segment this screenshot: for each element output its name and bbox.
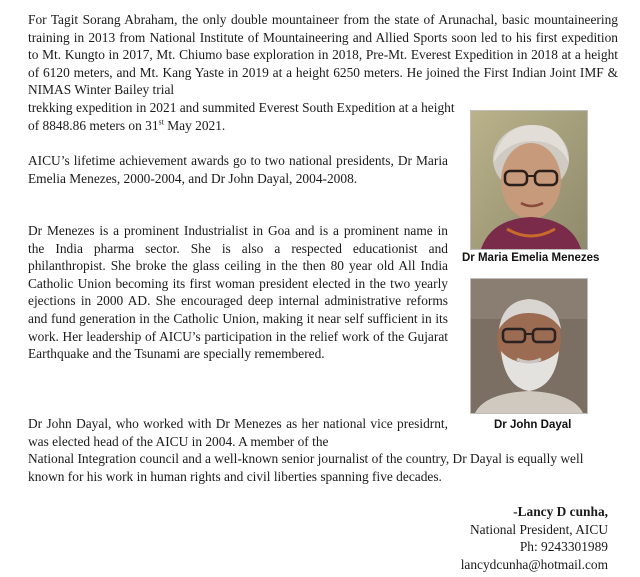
signature-name: -Lancy D cunha, <box>513 504 608 519</box>
portrait-dayal-image <box>471 279 587 413</box>
paragraph-abraham-tail-text: trekking expedition in 2021 and summited Everest South Expedition at a height of 8848.86 meters on 31 <box>28 99 455 133</box>
paragraph-abraham-tail <box>28 99 468 134</box>
caption-menezes: Dr Maria Emelia Menezes <box>462 252 600 264</box>
signature-title: National President, AICU <box>470 521 608 537</box>
signature-phone: Ph: 9243301989 <box>519 539 608 555</box>
photo-menezes <box>470 110 588 250</box>
ordinal-suffix: st <box>158 117 164 127</box>
caption-dayal: Dr John Dayal <box>494 419 572 431</box>
paragraph-menezes: Dr Menezes is a prominent Industrialist in Goa and is a prominent name in the India pharma sector. She is also a respected educationist and philanthropist. She broke the glass ceiling in the then 80 year old All India Catholic Union becoming its first woman president elected in the two yearly ejections in 2000 AD. She encouraged deep internal administrative reforms and fund generation in the Catholic Union, making it near self sufficient in its work. Her leadership of AICU’s participation in the relief work of the Gujarat Earthquake and the Tsunami are specially remembered. <box>28 223 448 362</box>
photo-dayal <box>470 278 588 414</box>
signature-email: lancydcunha@hotmail.com <box>460 556 608 572</box>
paragraph-dayal-head: Dr John Dayal, who worked with Dr Menezes as her national vice presidrnt, was elected head of the AICU in 2004. A member of the <box>28 416 448 449</box>
paragraph-abraham-main: For Tagit Sorang Abraham, the only double mountaineer from the state of Arunachal, basic mountaineering training in 2013 from National Institute of Mountaineering and Allied Sports soon led to his first expedition to Mt. Kungto in 2017, Mt. Chiumo base exploration in 2018, Pre-Mt. Everest Expedition in 2018 at a height of 6120 meters, and Mt. Kang Yaste in 2019 at a height 6250 meters. He joined the First Indian Joint IMF & NIMAS Winter Bailey trial <box>28 12 618 98</box>
paragraph-awards: AICU’s lifetime achievement awards go to two national presidents, Dr Maria Emelia Menezes, 2000-2004, and Dr John Dayal, 2004-2008. <box>28 153 448 186</box>
portrait-menezes-image <box>471 111 587 249</box>
paragraph-abraham-end: May 2021. <box>163 117 226 133</box>
signature-block <box>461 503 608 573</box>
paragraph-dayal-rest: National Integration council and a well-known senior journalist of the country, Dr Dayal is equally well known for his work in human rights and civil liberties spanning five decades. <box>28 451 584 484</box>
